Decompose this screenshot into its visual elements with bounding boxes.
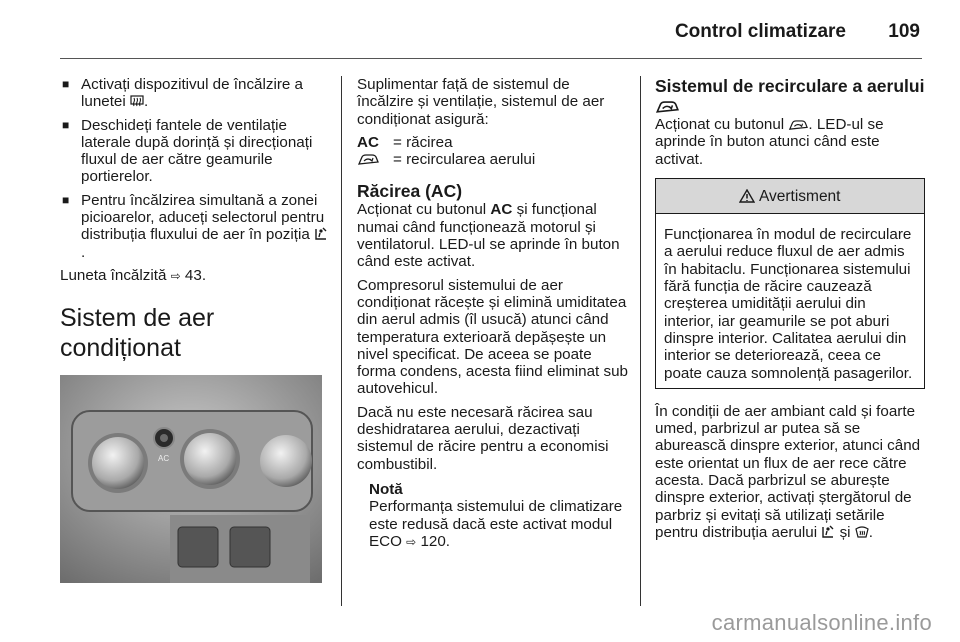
note-text: Performanța sistemului de climatizare este redusă dacă este activat modul ECO ⇨ 120. xyxy=(369,498,623,550)
page-reference-arrow-icon: ⇨ xyxy=(406,534,417,549)
bullet-square-icon: ■ xyxy=(62,192,70,207)
windscreen-defrost-icon xyxy=(855,526,869,539)
floor-windscreen-airflow-icon xyxy=(821,525,835,539)
column-3 xyxy=(655,76,925,547)
paragraph: Dacă nu este necesară răcirea sau deshidratarea aerului, dezactivați sistemul de răcire pentru a economisi combustibil. xyxy=(357,403,609,473)
page-number: 109 xyxy=(888,21,920,42)
floor-windscreen-airflow-icon xyxy=(314,227,328,241)
recirculation-icon xyxy=(357,154,379,166)
note-box xyxy=(357,481,629,551)
column-1 xyxy=(60,76,330,583)
recirculation-icon xyxy=(788,120,808,131)
definition-row: AC = răcirea xyxy=(357,133,453,151)
note-title: Notă xyxy=(369,480,403,498)
warning-header: Avertisment xyxy=(656,179,924,214)
list-item: ■ Pentru încălzirea simultană a zonei picioarelor, aduceți selectorul pentru distribuția fluxului de aer în poziția . xyxy=(60,192,330,261)
page-reference-arrow-icon: ⇨ xyxy=(170,268,181,283)
bullet-square-icon: ■ xyxy=(62,117,70,132)
bullet-square-icon: ■ xyxy=(62,77,70,91)
section-heading: Sistem de aer condiționat xyxy=(60,304,215,363)
definition-row: = recircularea aerului xyxy=(357,151,629,168)
warning-box xyxy=(655,178,925,389)
paragraph: Acționat cu butonul . LED-ul se aprinde în buton atunci când este activat. xyxy=(655,116,884,168)
recirculation-icon xyxy=(655,101,679,114)
column-2 xyxy=(357,76,629,551)
running-header-title: Control climatizare xyxy=(674,21,846,42)
climate-control-panel-photo xyxy=(60,375,322,583)
column-divider-2 xyxy=(640,76,641,606)
subsection-heading: Sistemul de recirculare a aerului xyxy=(655,76,925,116)
paragraph: În condiții de aer ambiant cald și foarte umed, parbrizul ar putea să se aburească dinspre exterior, atunci când este orientat un flux de aer rece către acesta. Dacă parbrizul se aburește dinspre exterior, activați ștergătorul de parbriz și evitați să utilizați setările pentru distribuția aerului și . xyxy=(655,402,921,541)
list-item: ■ Deschideți fantele de ventilație laterale după dorință și direcționați fluxul de aer către geamurile portierelor. xyxy=(62,116,313,186)
header-divider xyxy=(60,58,922,59)
list-item: ■ Activați dispozitivul de încălzire a lunetei . xyxy=(62,76,304,111)
ac-button-label: AC xyxy=(158,454,170,464)
watermark: carmanualsonline.info xyxy=(711,610,932,635)
paragraph: Compresorul sistemului de aer condiționat răcește și elimină umiditatea din aerul admis (îl usucă) atunci când temperatura exterioară depășește un nivel specificat. De aceea se poate forma condens, acesta fiind eliminat sub autovehicul. xyxy=(357,276,628,398)
rear-window-heating-icon xyxy=(130,95,144,108)
warning-triangle-icon xyxy=(739,189,755,203)
paragraph: Acționat cu butonul AC și funcțional numai când funcționează motorul și ventilatorul. LED-ul se aprinde în buton când este activat. xyxy=(357,201,620,271)
cross-reference: Luneta încălzită ⇨ 43. xyxy=(60,266,207,284)
column-divider-1 xyxy=(341,76,342,606)
warning-text: Funcționarea în modul de recirculare a aerului reduce fluxul de aer admis în habitaclu. Funcționarea sistemului fără funcția de răcire cauzează creșterea umidității aerului din interior, iar geamurile se pot aburi dinspre interior. Calitatea aerului din interior se deteriorează, ceea ce poate cauza somnolență pasagerilor. xyxy=(664,226,913,382)
intro-paragraph: Suplimentar față de sistemul de încălzire și ventilație, sistemul de aer condiționat asigură: xyxy=(357,76,605,128)
subsection-heading: Răcirea (AC) xyxy=(357,181,463,202)
